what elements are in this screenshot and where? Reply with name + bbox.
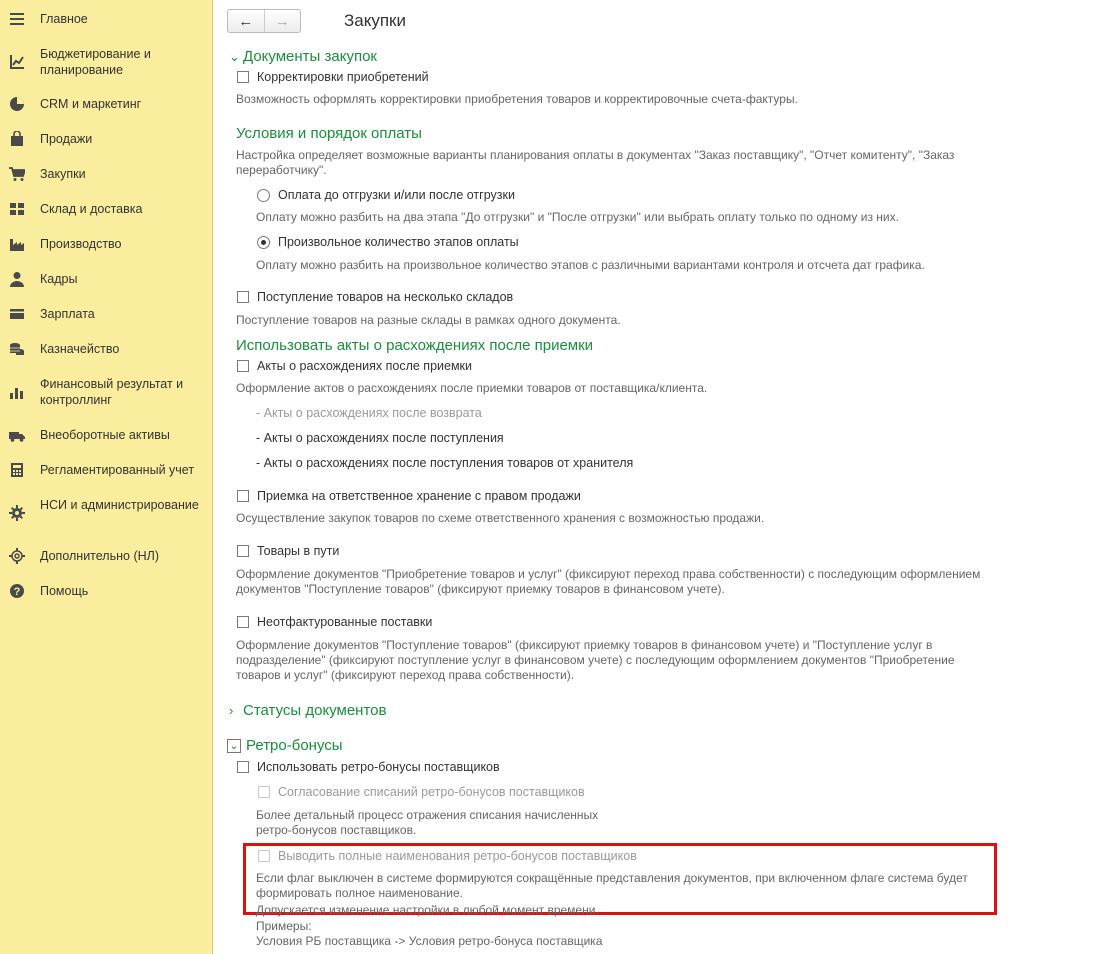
- sidebar-item-fixed-assets[interactable]: [0, 427, 212, 445]
- sidebar-item-regulated[interactable]: [0, 462, 212, 480]
- payment-option1-radio-row[interactable]: [257, 188, 515, 202]
- sidebar-item-purchases[interactable]: [0, 166, 212, 184]
- chevron-down-icon: ⌄: [229, 49, 240, 64]
- help-icon: [9, 583, 25, 599]
- forward-button[interactable]: [264, 10, 301, 32]
- sub-option-custodian: - Акты о расхождениях после поступления товаров от хранителя: [256, 456, 634, 470]
- retro-approval-checkbox-row[interactable]: [258, 785, 585, 799]
- sidebar-item-label: Внеоборотные активы: [40, 428, 170, 442]
- checkbox-label: Акты о расхождениях после приемки: [257, 359, 473, 373]
- retro-approval-checkbox[interactable]: [258, 786, 270, 798]
- sidebar-item-label: Главное: [40, 12, 88, 26]
- radio-label: Оплата до отгрузки и/или после отгрузки: [278, 188, 515, 202]
- unbilled-checkbox[interactable]: [237, 616, 249, 628]
- sidebar-item-additional[interactable]: [0, 548, 212, 566]
- checkbox-label: Неотфактурованные поставки: [257, 615, 433, 629]
- sidebar-item-label: Закупки: [40, 167, 86, 181]
- sidebar-item-finance[interactable]: [0, 376, 212, 410]
- sidebar: [0, 0, 213, 954]
- arrow-right-icon: →: [274, 12, 290, 30]
- nav-buttons: [227, 9, 301, 33]
- description: Оформление документов "Приобретение товаров и услуг" (фиксируют переход права собственности) с последующим оформлением документов "Поступление товаров" (фиксируют приемку товаров в финансовом учете).: [236, 567, 981, 596]
- discrepancy-acts-checkbox[interactable]: [237, 360, 249, 372]
- payment-option1-radio[interactable]: [257, 189, 270, 202]
- sidebar-item-label: Кадры: [40, 272, 78, 286]
- sidebar-item-production[interactable]: [0, 236, 212, 254]
- section-retro-header[interactable]: [227, 737, 343, 754]
- sidebar-item-label: CRM и маркетинг: [40, 97, 142, 111]
- payment-heading: Условия и порядок оплаты: [236, 125, 422, 142]
- section-docs-header[interactable]: [229, 48, 377, 65]
- menu-icon: [9, 11, 25, 27]
- factory-icon: [9, 236, 25, 252]
- shopping-bag-icon: [9, 131, 25, 147]
- sidebar-item-crm[interactable]: [0, 96, 212, 114]
- examples-label: Примеры:: [256, 919, 312, 933]
- description: Оплату можно разбить на два этапа "До отгрузки" и "После отгрузки" или выбрать оплату только по одному из них.: [256, 210, 899, 224]
- section-heading: Ретро-бонусы: [246, 737, 343, 754]
- section-heading: Документы закупок: [243, 48, 377, 65]
- section-heading: Статусы документов: [243, 702, 387, 719]
- description: Оформление актов о расхождениях после приемки товаров от поставщика/клиента.: [236, 381, 708, 395]
- checkbox-label: Использовать ретро-бонусы поставщиков: [257, 760, 500, 774]
- calculator-icon: [9, 462, 25, 478]
- transit-checkbox-row[interactable]: [237, 544, 339, 558]
- sidebar-item-label: Казначейство: [40, 342, 120, 356]
- retro-use-checkbox-row[interactable]: [237, 760, 500, 774]
- sidebar-item-help[interactable]: [0, 583, 212, 601]
- checkbox-label: Товары в пути: [257, 544, 340, 558]
- sidebar-item-hr[interactable]: [0, 271, 212, 289]
- pie-chart-icon: [9, 96, 25, 112]
- retro-use-checkbox[interactable]: [237, 761, 249, 773]
- description: Возможность оформлять корректировки приобретения товаров и корректировочные счета-фактуры.: [236, 92, 798, 106]
- sub-option-receipts: - Акты о расхождениях после поступления: [256, 431, 504, 445]
- sidebar-item-label: Склад и доставка: [40, 202, 143, 216]
- gear-icon: [9, 505, 25, 521]
- retro-fullnames-checkbox[interactable]: [258, 850, 270, 862]
- wallet-icon: [9, 306, 25, 322]
- description: Допускается изменение настройки в любой момент времени.: [256, 903, 599, 917]
- sidebar-item-sales[interactable]: [0, 131, 212, 149]
- custody-checkbox[interactable]: [237, 490, 249, 502]
- example-item: Условия РБ поставщика -> Условия ретро-бонуса поставщика: [256, 934, 603, 948]
- coins-icon: [9, 341, 25, 357]
- multi-warehouse-checkbox[interactable]: [237, 291, 249, 303]
- description: Оплату можно разбить на произвольное количество этапов с различными вариантами контроля и отсчета дат графика.: [256, 258, 925, 272]
- checkbox-label: Корректировки приобретений: [257, 70, 429, 84]
- retro-fullnames-checkbox-row[interactable]: [258, 849, 637, 863]
- sidebar-item-label: Помощь: [40, 584, 89, 598]
- sidebar-item-nsi[interactable]: [0, 497, 212, 531]
- corrections-checkbox-row[interactable]: [237, 70, 429, 84]
- arrow-left-icon: ←: [238, 12, 254, 30]
- description: Поступление товаров на разные склады в рамках одного документа.: [236, 313, 621, 327]
- discrepancy-heading: Использовать акты о расхождениях после приемки: [236, 337, 594, 354]
- unbilled-checkbox-row[interactable]: [237, 615, 432, 629]
- back-button[interactable]: [228, 10, 264, 32]
- main-content: [213, 0, 1115, 954]
- description: Осуществление закупок товаров по схеме ответственного хранения с возможностью продажи.: [236, 511, 765, 525]
- budget-chart-icon: [9, 54, 25, 70]
- chevron-right-icon: ›: [229, 703, 234, 718]
- chevron-down-icon: ⌄: [227, 739, 241, 753]
- radio-label: Произвольное количество этапов оплаты: [278, 235, 519, 249]
- description: Более детальный процесс отражения списания начисленных ретро-бонусов поставщиков.: [256, 808, 599, 837]
- checkbox-label: Выводить полные наименования ретро-бонусов поставщиков: [278, 849, 637, 863]
- gear-outline-icon: [9, 548, 25, 564]
- sidebar-item-label: Бюджетирование и планирование: [40, 47, 151, 77]
- truck-icon: [9, 427, 25, 443]
- sidebar-item-salary[interactable]: [0, 306, 212, 324]
- custody-checkbox-row[interactable]: [237, 489, 581, 503]
- sidebar-item-label: Производство: [40, 237, 122, 251]
- sidebar-item-label: Зарплата: [40, 307, 95, 321]
- sidebar-item-treasury[interactable]: [0, 341, 212, 359]
- description: Оформление документов "Поступление товаров" (фиксируют приемку товаров в финансовом учете) и "Поступление услуг в подразделение" (фиксируют поступление услуг в финансовом учете) с последующим оформлением документов "Приобретение товаров и услуг" (фиксируют переход права собственности).: [236, 638, 955, 682]
- checkbox-label: Поступление товаров на несколько складов: [257, 290, 514, 304]
- section-statuses-header[interactable]: [229, 702, 386, 719]
- discrepancy-acts-checkbox-row[interactable]: [237, 359, 472, 373]
- bar-chart-icon: [9, 384, 25, 400]
- sidebar-item-warehouse[interactable]: [0, 201, 212, 219]
- warehouse-grid-icon: [9, 201, 25, 217]
- corrections-checkbox[interactable]: [237, 71, 249, 83]
- sidebar-item-label: Дополнительно (НЛ): [40, 549, 159, 563]
- description: Если флаг выключен в системе формируются сокращённые представления документов, при включенном флаге система будет формировать полное наименование.: [256, 871, 968, 900]
- description: Настройка определяет возможные варианты планирования оплаты в документах "Заказ поставщику", "Отчет комитенту", "Заказ переработчику".: [236, 148, 955, 177]
- sidebar-item-label: Финансовый результат и контроллинг: [40, 377, 184, 407]
- sub-option-returns: - Акты о расхождениях после возврата: [256, 406, 482, 420]
- payment-option2-radio[interactable]: [257, 236, 270, 249]
- sidebar-item-label: Регламентированный учет: [40, 463, 195, 477]
- multi-warehouse-checkbox-row[interactable]: [237, 290, 513, 304]
- sidebar-item-label: НСИ и администрирование: [40, 498, 199, 512]
- checkbox-label: Согласование списаний ретро-бонусов поставщиков: [278, 785, 585, 799]
- payment-option2-radio-row[interactable]: [257, 235, 519, 249]
- svg-text:?: ?: [13, 586, 21, 598]
- sidebar-item-budget[interactable]: [0, 46, 212, 80]
- sidebar-item-main[interactable]: [0, 11, 212, 29]
- transit-checkbox[interactable]: [237, 545, 249, 557]
- shopping-cart-icon: [9, 166, 25, 182]
- page-title: Закупки: [344, 11, 406, 30]
- checkbox-label: Приемка на ответственное хранение с правом продажи: [257, 489, 581, 503]
- person-icon: [9, 271, 25, 287]
- sidebar-item-label: Продажи: [40, 132, 93, 146]
